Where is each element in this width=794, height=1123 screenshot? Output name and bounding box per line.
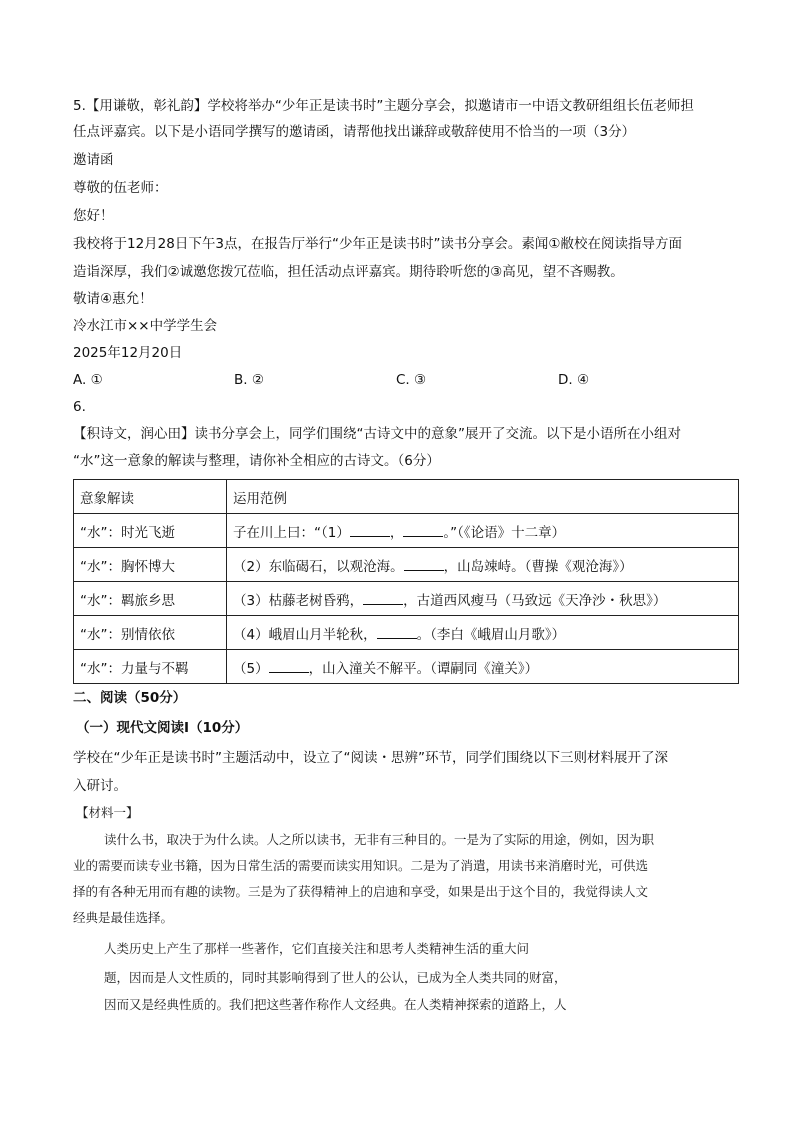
table-row (74, 650, 739, 684)
option-a[interactable]: A. ① (73, 372, 103, 388)
material-paragraph-line: 题，因而是人文性质的，同时其影响得到了世人的公认，已成为全人类共同的财富， (104, 970, 567, 985)
example-text: ，山岛竦峙。（曹操《观沧海》） (443, 558, 633, 575)
subsection-title: （一）现代文阅读Ⅰ（10分） (76, 720, 249, 736)
usage-example (227, 616, 739, 650)
table-row (74, 582, 739, 616)
answer-blank[interactable] (403, 524, 443, 537)
letter-date: 2025年12月20日 (73, 345, 183, 361)
option-b[interactable]: B. ② (234, 372, 264, 388)
answer-blank[interactable] (377, 626, 417, 639)
table-row (74, 616, 739, 650)
imagery-table (73, 479, 739, 684)
example-text: （5） (233, 660, 269, 677)
letter-greeting: 您好！ (73, 208, 114, 224)
table-header-cell: 意象解读 (74, 480, 227, 514)
option-c[interactable]: C. ③ (396, 372, 427, 388)
q6-intro-line1: 【积诗文，润心田】读书分享会上，同学们围绕“古诗文中的意象”展开了交流。以下是小语所在小组对 (73, 426, 681, 442)
section-title: 二、阅读（50分） (73, 690, 187, 706)
material-paragraph-line: 因而又是经典性质的。我们把这些著作称作人文经典。在人类精神探索的道路上，人 (104, 997, 567, 1012)
letter-body-line2: 造诣深厚，我们②诚邀您拨冗莅临，担任活动点评嘉宾。期待聆听您的③高见，望不吝赐教。 (73, 264, 624, 280)
imagery-meaning: “水”：胸怀博大 (74, 548, 227, 582)
example-text: （3）枯藤老树昏鸦， (233, 592, 364, 609)
material-paragraph-line: 人类历史上产生了那样一些著作，它们直接关注和思考人类精神生活的重大问 (104, 941, 530, 956)
usage-example (227, 650, 739, 684)
material-paragraph-line: 择的有各种无用而有趣的读物。三是为了获得精神上的启迪和享受，如果是出于这个目的，我觉得读人文 (73, 884, 649, 899)
imagery-meaning: “水”：别情依依 (74, 616, 227, 650)
usage-example (227, 548, 739, 582)
imagery-meaning: “水”：力量与不羁 (74, 650, 227, 684)
example-text: 子在川上曰：“（1） (233, 524, 350, 541)
material-paragraph-line: 读什么书，取决于为什么读。人之所以读书，无非有三种目的。一是为了实际的用途，例如，因为职 (104, 832, 655, 847)
option-d[interactable]: D. ④ (558, 372, 590, 388)
q6-number: 6. (73, 399, 86, 415)
example-text: （4）峨眉山月半轮秋， (233, 626, 377, 643)
usage-example (227, 582, 739, 616)
example-text: （2）东临碣石，以观沧海。 (233, 558, 404, 575)
answer-blank[interactable] (404, 558, 444, 571)
example-text: ，山入潼关不解平。（谭嗣同《潼关》） (308, 660, 539, 677)
section-intro-line1: 学校在“少年正是读书时”主题活动中，设立了“阅读・思辨”环节，同学们围绕以下三则材料展开了深 (73, 750, 668, 766)
q5-stem-line1: 5.【用谦敬，彰礼韵】学校将举办“少年正是读书时”主题分享会，拟邀请市一中语文教研组组长伍老师担 (73, 98, 694, 114)
letter-salutation: 尊敬的伍老师： (73, 180, 168, 196)
example-text: 。”（《论语》十二章） (443, 524, 566, 541)
answer-blank[interactable] (269, 660, 309, 673)
table-row (74, 548, 739, 582)
answer-blank[interactable] (350, 524, 390, 537)
answer-blank[interactable] (363, 592, 403, 605)
material-label: 【材料一】 (76, 805, 139, 820)
usage-example (227, 514, 739, 548)
imagery-meaning: “水”：羁旅乡思 (74, 582, 227, 616)
imagery-meaning: “水”：时光飞逝 (74, 514, 227, 548)
table-header-row (74, 480, 739, 514)
section-intro-line2: 入研讨。 (73, 778, 127, 794)
material-paragraph-line: 经典是最佳选择。 (73, 910, 174, 925)
table-header-cell: 运用范例 (227, 480, 739, 514)
letter-signature: 冷水江市××中学学生会 (73, 318, 218, 334)
material-paragraph-line: 业的需要而读专业书籍，因为日常生活的需要而读实用知识。二是为了消遣，用读书来消磨时光，可供选 (73, 858, 649, 873)
letter-title: 邀请函 (73, 152, 114, 168)
letter-body-line1: 我校将于12月28日下午3点，在报告厅举行“少年正是读书时”读书分享会。素闻①敝校在阅读指导方面 (73, 236, 683, 252)
q6-intro-line2: “水”这一意象的解读与整理，请你补全相应的古诗文。（6分） (73, 453, 440, 469)
example-text: 。（李白《峨眉山月歌》） (416, 626, 566, 643)
letter-closing: 敬请④惠允！ (73, 291, 153, 307)
example-text: ， (389, 524, 404, 541)
example-text: ，古道西风瘦马（马致远《天净沙・秋思》） (403, 592, 667, 609)
table-row (74, 514, 739, 548)
q5-stem-line2: 任点评嘉宾。以下是小语同学撰写的邀请函，请帮他找出谦辞或敬辞使用不恰当的一项（3分） (73, 124, 636, 140)
